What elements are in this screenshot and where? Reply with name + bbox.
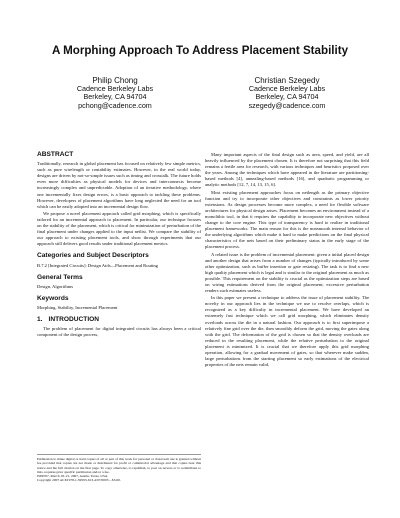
paper-title: A Morphing Approach To Address Placement Stability	[51, 44, 349, 57]
general-terms-heading: General Terms	[37, 273, 83, 281]
author-address: Berkeley, CA 94704	[255, 92, 319, 102]
right-paragraph-3: A related issue is the problem of incremental placement: given a initial placed design and another design that arises from a number of changes (typically introduced by some other optimization, such as buffer insertion or gate resizing). The task is to find a new high quality placement which is legal and is similar to the original placement as much as possible. This requirement on the stability is crucial as the optimization steps are based on wiring estimations derived from the original placement; excessive perturbation renders such estimates useless.	[205, 251, 369, 294]
author-email[interactable]: szegedy@cadence.com	[248, 100, 326, 110]
copyright-line: Copyright 2007 ACM 978-1-59593-613-4/07/0003 ...$5.00.	[37, 478, 121, 483]
author-email[interactable]: pchong@cadence.com	[78, 100, 152, 110]
author-1	[40, 76, 190, 110]
author-name: Philip Chong	[92, 76, 138, 85]
author-affiliation: Cadence Berkeley Labs	[248, 84, 326, 93]
copyright-footnote	[37, 454, 201, 483]
footnote-rule	[37, 454, 201, 455]
abstract-paragraph-1: Traditionally, research in global placement has focused on relatively few simple metrics, such as pure wirelength or routability estimates. However, in the real world today, designs are driven by not-so-simple issues such as timing and crosstalk. The future holds even more difficulties as physical models for devices and interconnects become increasingly complex and unpredictable. Adoption of an iterative methodology, where one incrementally fixes design errors, is a basic approach to tackling these problems. However, developers of placement algorithms have long neglected the need for an tool which can be easily adopted into an incremental design flow.	[37, 161, 201, 209]
introduction-heading	[37, 317, 201, 323]
keywords-heading: Keywords	[37, 294, 69, 302]
author-address: Berkeley, CA 94704	[83, 92, 147, 102]
abstract-heading: ABSTRACT	[37, 151, 74, 158]
author-name: Christian Szegedy	[254, 76, 320, 85]
author-block	[0, 76, 400, 116]
general-terms-text: Design, Algorithms	[37, 283, 73, 289]
left-column	[37, 152, 201, 339]
introduction-paragraph-1: The problem of placement for digital integrated circuits has always been a critical component of the design process,	[37, 326, 201, 338]
categories-text: B.7.2 [Integrated Circuits]: Design Aids—Placement and Routing	[37, 262, 158, 268]
author-affiliation: Cadence Berkeley Labs	[76, 84, 154, 93]
right-column	[205, 152, 369, 369]
section-number: 1.	[37, 315, 43, 323]
right-paragraph-1: Many important aspects of the final design such as area, speed, and yield, are all heavily influenced by the placement chosen. It is therefore not surprising that this field remains a fertile area for research, with various techniques and heuristics proposed over the years. Among the techniques which have appeared in the literature are partitioning-based methods [4], annealing-based methods [16], and quadratic programming or analytic methods [12, 7, 14, 13, 15, 6].	[205, 152, 369, 188]
author-2	[212, 76, 362, 110]
right-paragraph-4: In this paper we present a technique to address the issue of placement stability. The novelty in our approach lies in the technique we use to resolve overlaps, which is recognized as a key difficulty in incremental placement. We have developed an extremely fast technique which we call grid morphing, which eliminates density overloads across the die in a natural fashion. Our approach is to first superimpose a relatively fine grid over the die, then smoothly deform the grid, moving the gates along with the grid. The deformation of the grid is chosen so that the density overloads are reduced in the resulting placement, while the relative perturbation to the original placement is minimized. It is crucial that we therefore apply this grid morphing operation, allowing for a gradual movement of gates, so that wherever make sudden, large perturbations from the starting placement so early estimations of the electrical properties of the nets remain valid,	[205, 295, 369, 368]
permission-notice: Permission to make digital or hard copies of all or part of this work for personal or classroom use is granted without fee provided that copies are not made or distributed for profit or commercial advantage and that copies bear this notice and the full citation on the first page. To copy otherwise, to republish, to post on servers or to redistribute to lists, requires prior specific permission and/or a fee.	[37, 457, 201, 474]
categories-heading: Categories and Subject Descriptors	[37, 252, 149, 260]
section-title: INTRODUCTION	[48, 315, 100, 323]
right-paragraph-2: Most existing placement approaches focus on netlength as the primary objective function and try to incorporate other objectives and constraints as lower priority extensions. As design processes become more complex, a need for flexible software architectures for physical design arises. Placement becomes an environment instead of a monolithic tool, in that it requires the capability to incorporate new objectives without change to the core engine. This type of transparency is hard to realize in traditional placement frameworks. The main reason for this is the nonsmooth internal behavior of the underlying algorithms which make it hard to make predictions on the final physical characteristics of the nets based on their preliminary status in the early stage of the placement process.	[205, 189, 369, 250]
venue-line: ISPD'07, March 18–21, 2007, Austin, Texas, USA.	[37, 474, 109, 479]
abstract-paragraph-2: We propose a novel placement approach called grid morphing, which is specifically tailored for an incremental approach to placement. In particular, our technique focuses on the stability of the placement, which is critical for minimization of perturbation of the final placement under changes applied to the input netlist. We compare the stability of our approach to existing placement tools, and show through experiments that our approach still delivers good results under traditional placement metrics.	[37, 210, 201, 247]
keywords-text: Morphing, Stability, Incremental Placement	[37, 304, 118, 310]
